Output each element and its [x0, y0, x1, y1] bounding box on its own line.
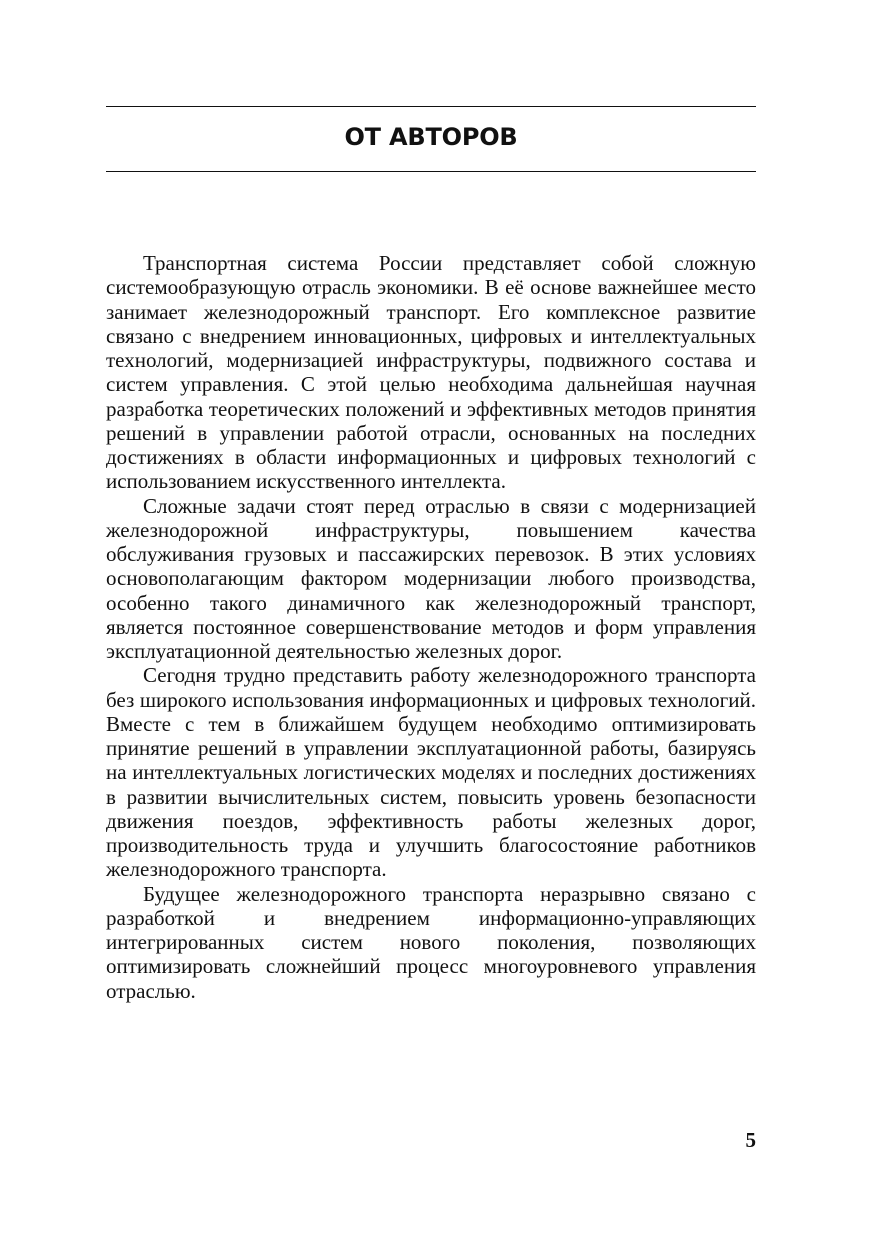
heading-bottom-rule	[106, 171, 756, 172]
page-title: ОТ АВТОРОВ	[344, 123, 518, 151]
paragraph-2: Сложные задачи стоят перед отраслью в связи с модернизацией железнодорожной инфраструктуры, повышением качества обслуживания грузовых и пассажирских перевозок. В этих условиях основополагающим фактором модернизации любого производства, особенно такого динамичного как железнодорожный транспорт, является постоянное совершенствование методов и форм управления эксплуатационной деятельностью железных дорог.	[106, 493, 756, 663]
heading-top-rule	[106, 106, 756, 107]
page-number: 5	[745, 1128, 756, 1152]
paragraph-4: Будущее железнодорожного транспорта неразрывно связано с разработкой и внедрением информационно-управляющих интегрированных систем нового поколения, позволяющих оптимизировать сложнейший процесс многоуровневого управления отраслью.	[106, 881, 756, 1003]
body-text	[106, 251, 756, 1003]
paragraph-3: Сегодня трудно представить работу железнодорожного транспорта без широкого использования информационных и цифровых технологий. Вместе с тем в ближайшем будущем необходимо оптимизировать принятие решений в управлении эксплуатационной работы, базируясь на интеллектуальных логистических моделях и последних достижениях в развитии вычислительных систем, повысить уровень безопасности движения поездов, эффективность работы железных дорог, производительность труда и улучшить благосостояние работников железнодорожного транспорта.	[106, 663, 756, 882]
paragraph-1: Транспортная система России представляет собой сложную системообразующую отрасль экономики. В её основе важнейшее место занимает железнодорожный транспорт. Его комплексное развитие связано с внедрением инновационных, цифровых и интеллектуальных технологий, модернизацией инфраструктуры, подвижного состава и систем управления. С этой целью необходима дальнейшая научная разработка теоретических положений и эффективных методов принятия решений в управлении работой отрасли, основанных на последних достижениях в области информационных и цифровых технологий с использованием искусственного интеллекта.	[106, 251, 756, 494]
